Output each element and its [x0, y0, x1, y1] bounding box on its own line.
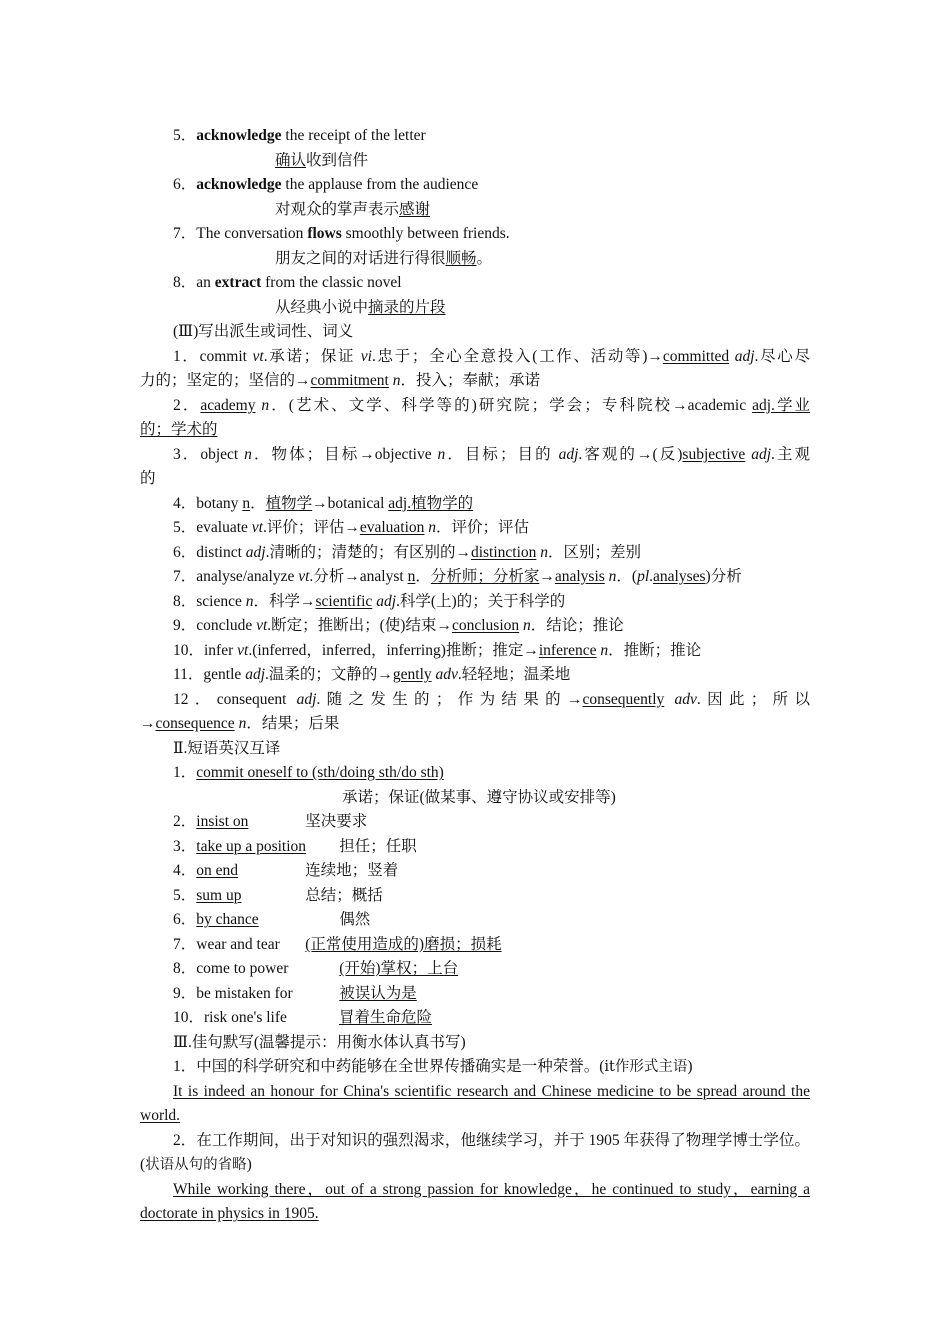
answer: 摘录的片段: [368, 298, 446, 316]
phrase-translation-5: 确认收到信件: [275, 151, 369, 169]
answer: (开始)掌权；上台: [339, 960, 459, 977]
phrase-item-6: 6．acknowledge the applause from the audience: [173, 176, 479, 193]
answer: by chance: [196, 911, 259, 928]
answer: 确认: [275, 151, 307, 169]
phrase-item-8: 8．an extract from the classic novel: [173, 274, 402, 291]
answer: inference: [538, 641, 597, 659]
answer: adj.植物学的: [388, 494, 474, 512]
word-entry-1: 1．commit vt.承诺；保证 vi.忠于；全心全意投入(工作、活动等)→committed adj.尽心尽: [173, 347, 810, 365]
word-entry-4: 4．botany n．植物学→botanical adj.植物学的: [173, 494, 474, 512]
phrase-row-10: 10．risk one's life 冒着生命危险: [173, 1009, 433, 1026]
phrase-row-1-cn: 承诺；保证(做某事、遵守协议或安排等): [342, 788, 616, 806]
answer: 顺畅: [445, 249, 477, 267]
answer: sum up: [196, 886, 242, 904]
answer: take up a position: [196, 837, 307, 855]
answer: 被误认为是: [339, 984, 417, 1002]
answer: n: [242, 494, 251, 512]
keyword: flows: [307, 225, 342, 242]
sentence-answer-2: [140, 1178, 810, 1227]
word-entry-2: 2．academy n．(艺术、文学、科学等的)研究院；学会；专科院校→academic adj.学业: [173, 396, 811, 414]
answer: committed: [662, 347, 730, 365]
phrase-row-9: 9．be mistaken for 被误认为是: [173, 984, 417, 1002]
answer: conclusion: [451, 617, 520, 634]
answer: 冒着生命危险: [339, 1009, 433, 1026]
phrase-translation-7: 朋友之间的对话进行得很顺畅。: [275, 249, 493, 267]
phrase-translation-6: 对观众的掌声表示感谢: [275, 200, 431, 218]
phrase-translation-8: 从经典小说中摘录的片段: [275, 298, 446, 316]
answer: 感谢: [399, 200, 431, 218]
keyword: extract: [214, 274, 262, 291]
answer: While working there，out of a strong passion for knowledge，he continued to study，earning a doctorate in physics in 1905.: [140, 1180, 810, 1222]
answer: scientific: [315, 592, 373, 610]
answer: 分析师；分析家: [430, 568, 540, 585]
phrase-row-1: 1．commit oneself to (sth/doing sth/do sth): [173, 764, 444, 781]
answer: analyses: [653, 568, 706, 585]
word-entry-7: 7．analyse/analyze vt.分析→analyst n．分析师；分析家→analysis n．(pl.analyses)分析: [173, 568, 742, 585]
answer: evaluation: [359, 519, 425, 536]
phrase-row-5: 5．sum up 总结；概括: [173, 886, 383, 904]
word-entry-1-cont: 力的；坚定的；坚信的→commitment n．投入；奉献；承诺: [140, 372, 541, 389]
section-heading: (Ⅲ)写出派生或词性、词义: [173, 323, 354, 340]
answer: consequence: [155, 715, 235, 732]
answer: 的；学术的: [140, 421, 218, 438]
answer: n: [407, 568, 416, 585]
word-entry-11: 11．gentle adj.温柔的；文静的→gently adv.轻轻地；温柔地: [173, 666, 571, 683]
keyword: acknowledge: [196, 176, 282, 193]
word-entry-8: 8．science n．科学→scientific adj.科学(上)的；关于科学的: [173, 592, 566, 610]
answer: adj.学业: [752, 396, 811, 414]
keyword: acknowledge: [196, 127, 282, 144]
sentence-question-2: 2．在工作期间，出于对知识的强烈渴求，他继续学习，并于 1905 年获得了物理学博士学位。(状语从句的省略): [140, 1131, 810, 1173]
word-entry-10: 10．infer vt.(inferred，inferred，inferring)推断；推定→inference n．推断；推论: [173, 641, 702, 659]
word-entry-3-cont: 的: [140, 470, 156, 487]
word-entry-9: 9．conclude vt.断定；推断出；(使)结束→conclusion n．结论；推论: [173, 617, 624, 634]
phrase-row-6: 6．by chance 偶然: [173, 911, 371, 928]
answer: on end: [196, 862, 239, 879]
sentence-answer-1: [140, 1080, 810, 1129]
phrase-row-2: 2．insist on 坚决要求: [140, 810, 810, 835]
document-page: [140, 124, 810, 1227]
word-entry-12: 12．consequent adj.随之发生的；作为结果的→consequently adv.因此；所以: [173, 690, 810, 708]
answer: subjective: [682, 445, 746, 463]
answer: consequently: [582, 690, 665, 708]
answer: insist on: [196, 813, 249, 830]
answer: commitment: [310, 372, 389, 389]
answer: commit oneself to (sth/doing sth/do sth): [196, 764, 444, 781]
answer: (正常使用造成的)磨损；损耗: [305, 935, 502, 953]
phrase-item-7: 7．The conversation flows smoothly between friends.: [173, 225, 510, 242]
word-entry-2-cont: [140, 418, 810, 443]
word-entry-5: 5．evaluate vt.评价；评估→evaluation n．评价；评估: [173, 519, 530, 536]
word-entry-12-cont: →consequence n．结果；后果: [140, 715, 340, 732]
answer: 植物学: [265, 494, 313, 512]
answer: gently: [392, 666, 432, 683]
section-heading: Ⅲ.佳句默写(温馨提示：用衡水体认真书写): [173, 1033, 466, 1051]
section-heading: Ⅱ.短语英汉互译: [173, 739, 281, 757]
word-entry-3: 3．object n．物体；目标→objective n．目标；目的 adj.客观的→(反)subjective adj.主观: [173, 445, 810, 463]
sentence-question-1: 1．中国的科学研究和中药能够在全世界传播确实是一种荣誉。(it作形式主语): [173, 1058, 693, 1075]
answer: distinction: [470, 543, 537, 561]
phrase-row-7: 7．wear and tear (正常使用造成的)磨损；损耗: [173, 935, 502, 953]
phrase-row-3: 3．take up a position 担任；任职: [173, 837, 417, 855]
phrase-item-5: 5．acknowledge the receipt of the letter: [173, 127, 426, 144]
answer: academy: [200, 396, 256, 414]
word-entry-6: 6．distinct adj.清晰的；清楚的；有区别的→distinction n．区别；差别: [173, 543, 642, 561]
phrase-row-8: 8．come to power (开始)掌权；上台: [173, 960, 459, 977]
phrase-row-4: 4．on end 连续地；竖着: [173, 862, 399, 879]
answer: analysis: [554, 568, 605, 585]
answer: It is indeed an honour for China's scientific research and Chinese medicine to be spread around the world.: [140, 1082, 810, 1124]
